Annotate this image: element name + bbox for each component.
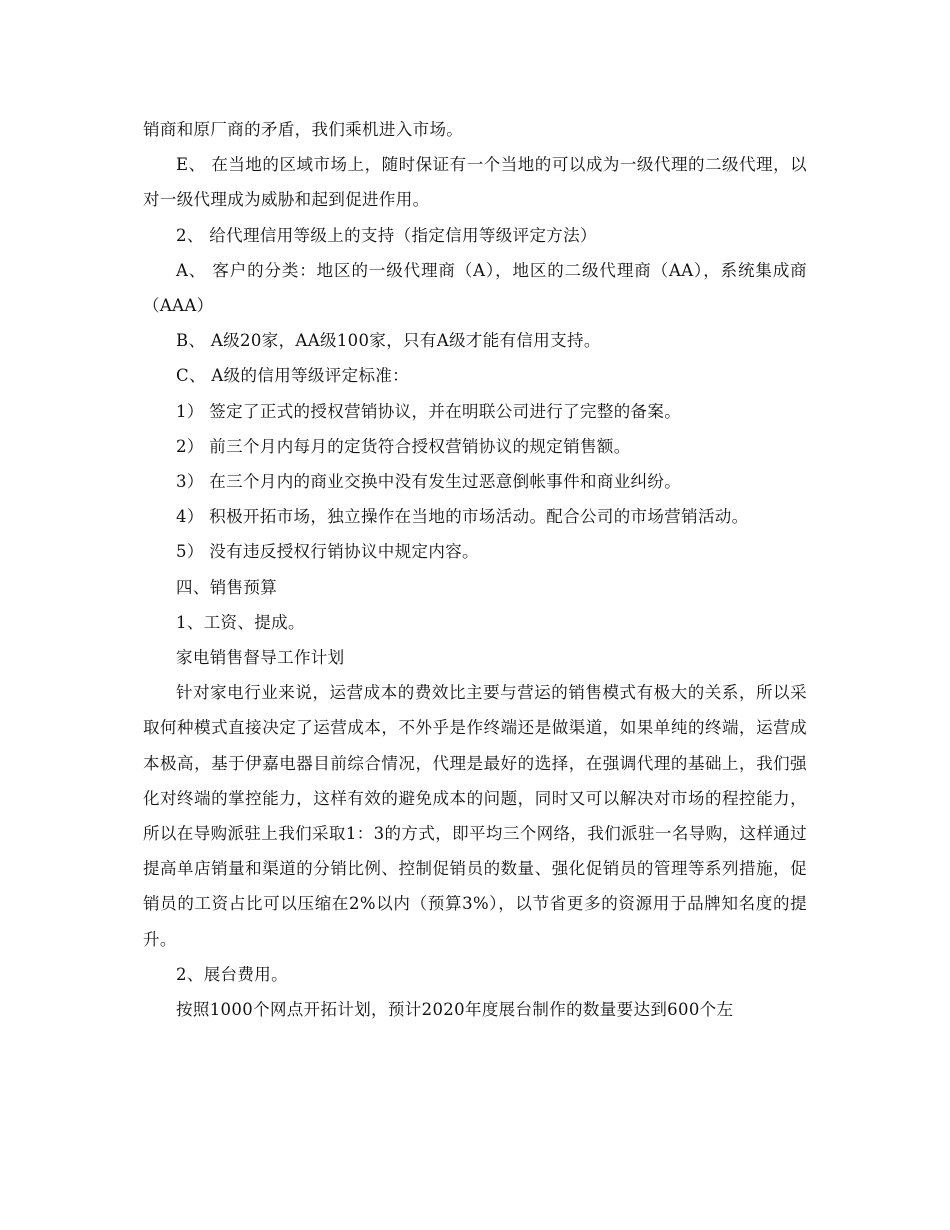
- subsection-heading: 2、展台费用。: [176, 964, 288, 984]
- list-item: 3） 在三个月内的商业交换中没有发生过恶意倒帐事件和商业纠纷。: [176, 472, 682, 492]
- paragraph: 销商和原厂商的矛盾，我们乘机进入市场。: [143, 120, 464, 139]
- paragraph: 2、 给代理信用等级上的支持（指定信用等级评定方法）: [176, 225, 597, 245]
- paragraph: 针对家电行业来说，运营成本的费效比主要与营运的销售模式有极大的关系，所以采取何种模式直接决定了运营成本，不外乎是作终端还是做渠道，如果单纯的终端，运营成本极高，基于伊嘉电器目前综合情况，代理是最好的选择，在强调代理的基础上，我们强化对终端的掌控能力，这样有效的避免成本的问题，同时又可以解决对市场的程控能力，所以在导购派驻上我们采取1：3的方式，即平均三个网络，我们派驻一名导购，这样通过提高单店销量和渠道的分销比例、控制促销员的数量、强化促销员的管理等系列措施，促销员的工资占比可以压缩在2%以内（预算3%），以节省更多的资源用于品牌知名度的提升。: [143, 683, 807, 949]
- paragraph: C、 A级的信用等级评定标准：: [176, 366, 410, 386]
- paragraph: 按照1000个网点开拓计划，预计2020年度展台制作的数量要达到600个左: [176, 1000, 734, 1020]
- document-body: [143, 112, 807, 1027]
- list-item: 5） 没有违反授权行销协议中规定内容。: [176, 542, 479, 562]
- section-heading: 四、销售预算: [176, 577, 278, 597]
- list-item: 1） 签定了正式的授权营销协议，并在明联公司进行了完整的备案。: [176, 401, 682, 421]
- document-subtitle: 家电销售督导工作计划: [176, 648, 345, 668]
- paragraph: A、 客户的分类：地区的一级代理商（A），地区的二级代理商（AA），系统集成商（AAA）: [143, 260, 807, 316]
- paragraph: B、 A级20家，AA级100家，只有A级才能有信用支持。: [176, 331, 601, 351]
- subsection-heading: 1、工资、提成。: [176, 612, 305, 632]
- list-item: 2） 前三个月内每月的定货符合授权营销协议的规定销售额。: [176, 436, 631, 456]
- list-item: 4） 积极开拓市场，独立操作在当地的市场活动。配合公司的市场营销活动。: [176, 507, 749, 527]
- paragraph: E、 在当地的区域市场上，随时保证有一个当地的可以成为一级代理的二级代理，以对一级代理成为威胁和起到促进作用。: [143, 155, 807, 210]
